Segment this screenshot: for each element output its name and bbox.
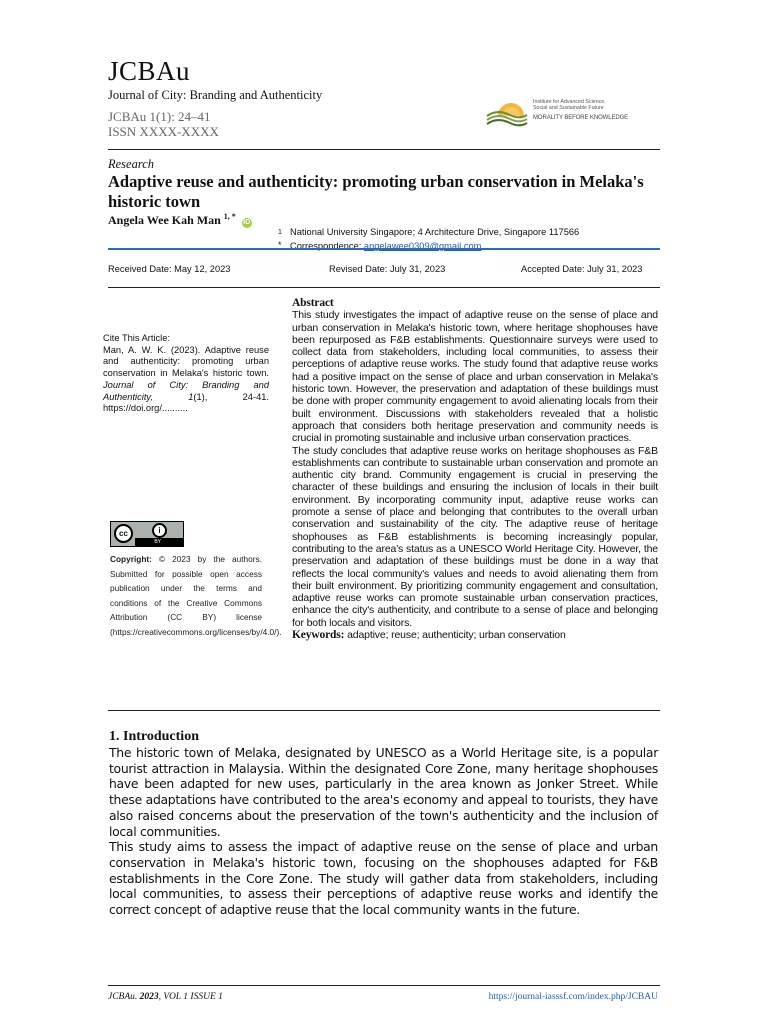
accepted-date: Accepted Date: July 31, 2023 [521,264,643,274]
article-title: Adaptive reuse and authenticity: promoting urban conservation in Melaka's historic town [108,172,644,211]
abstract-paragraph: This study investigates the impact of adaptive reuse on the sense of place and urban conservation in Melaka's historic town, where heritage shophouses have been repurposed as F&B establishments. Questionnaire surveys were used to collect data from stakeholders, including local communities, to assess their perceptions of adaptive reuse works. The study found that adaptive reuse works had a positive impact on the sense of place and urban conservation in Melaka's historic town. However, the preservation and adaptation of these buildings must be done with proper community engagement to avoid alienating locals from their built environment. Discussions with stakeholders revealed that a holistic approach that considers both heritage preservation and community needs is crucial in promoting sustainable and inclusive urban conservation practices. [292,309,658,445]
issn: ISSN XXXX-XXXX [108,124,219,139]
cc-by-badge[interactable] [110,521,184,547]
introduction-section [109,728,658,918]
institute-name: Institute for Advanced Science, Social and Sustainable Future [533,99,606,112]
issue-info [108,109,219,139]
copyright-notice: Copyright: © 2023 by the authors. Submitted for possible open access publication under the terms and conditions of the Creative Commons Attribution (CC BY) license (https://creativecommons.org/licenses/by/4.0/). [110,554,282,637]
footer-url-link[interactable]: https://journal-iasssf.com/index.php/JCBAU [488,992,658,1002]
abstract-paragraph: The study concludes that adaptive reuse works on heritage shophouses as F&B establishments can contribute to sustainable urban conservation and promote an authentic city brand. Community engagement is crucial in preserving the character of these buildings and ensuring the inclusion of locals in their built environment. By incorporating community input, adaptive reuse works can promote a sense of place and belonging that contributes to the overall urban conservation and sustainability of the city. The adaptive reuse of heritage shophouses as F&B establishments is becoming increasingly popular, contributing to the area's status as a UNESCO World Heritage City. However, the preservation and adaptation of these buildings must be done in a way that reflects the local community's values and needs to avoid alienating them from their built environment. By prioritizing community engagement and consultation, adaptive reuse works can promote sustainable urban conservation practices, enhance the city's authenticity, and contribute to a sense of place and belonging for both locals and visitors. [292,444,658,629]
issue-number: JCBAu 1(1): 24–41 [108,109,211,124]
body-paragraph: This study aims to assess the impact of adaptive reuse on the sense of place and urban conservation in Melaka's historic town, focusing on the shophouses adapted for F&B establishments in the Core Zone. The study will gather data from stakeholders, including local communities, to assess their perceptions of adaptive reuse works and identify the correct concept of adaptive reuse that the local community wants in the future. [109,839,658,918]
cc-by-label: BY [135,538,183,546]
sunrise-logo-icon [486,94,528,128]
journal-abbrev: JCBAu [108,56,191,86]
footer-divider [108,985,660,986]
cite-this-article: Cite This Article: Man, A. W. K. (2023). Adaptive reuse and authenticity: promoting urban conservation in Melaka's historic town. Journal of City: Branding and Authenticity, 1(1), 24-41. https://doi.org/.......... [103,333,269,414]
abstract-heading: Abstract [292,297,334,309]
email-link[interactable]: angelawee0309@gmail.com [363,241,482,251]
institute-logo [486,94,636,128]
journal-name: Journal of City: Branding and Authenticity [108,88,323,102]
affiliation-line: 1 National University Singapore; 4 Architecture Drive, Singapore 117566 [278,227,580,237]
header-divider [108,149,660,150]
revised-date: Revised Date: July 31, 2023 [329,264,446,274]
orcid-icon[interactable]: iD [243,219,251,226]
institute-motto: MORALITY BEFORE KNOWLEDGE [533,115,629,121]
blue-divider [108,248,660,250]
correspondence-line: * Correspondence: angelawee0309@gmail.com [278,240,482,251]
cite-label: Cite This Article: [103,333,170,343]
article-type: Research [108,157,155,171]
keywords: Keywords: adaptive; reuse; authenticity; urban conservation [292,629,566,642]
footer-journal: JCBAu. 2023, VOL 1 ISSUE 1 [108,992,223,1002]
author-name: Angela Wee Kah Man [108,213,221,227]
attribution-icon: i [152,523,167,538]
author-marks: 1, * [223,212,236,221]
cc-icon: cc [114,524,133,543]
received-date: Received Date: May 12, 2023 [108,264,231,274]
body-paragraph: The historic town of Melaka, designated by UNESCO as a World Heritage site, is a popular tourist attraction in Malaysia. Within the designated Core Zone, many heritage shophouses have been adapted for new uses, particularly in the area known as Jonker Street. While these adaptations have contributed to the area's economy and appeal to tourists, they have also raised concerns about the preservation of the town's authenticity and the inclusion of local communities. [109,745,658,839]
dates-divider [108,287,660,288]
abstract [292,297,658,641]
abstract-divider [108,710,660,711]
section-heading: 1. Introduction [109,729,199,744]
author [108,212,252,228]
